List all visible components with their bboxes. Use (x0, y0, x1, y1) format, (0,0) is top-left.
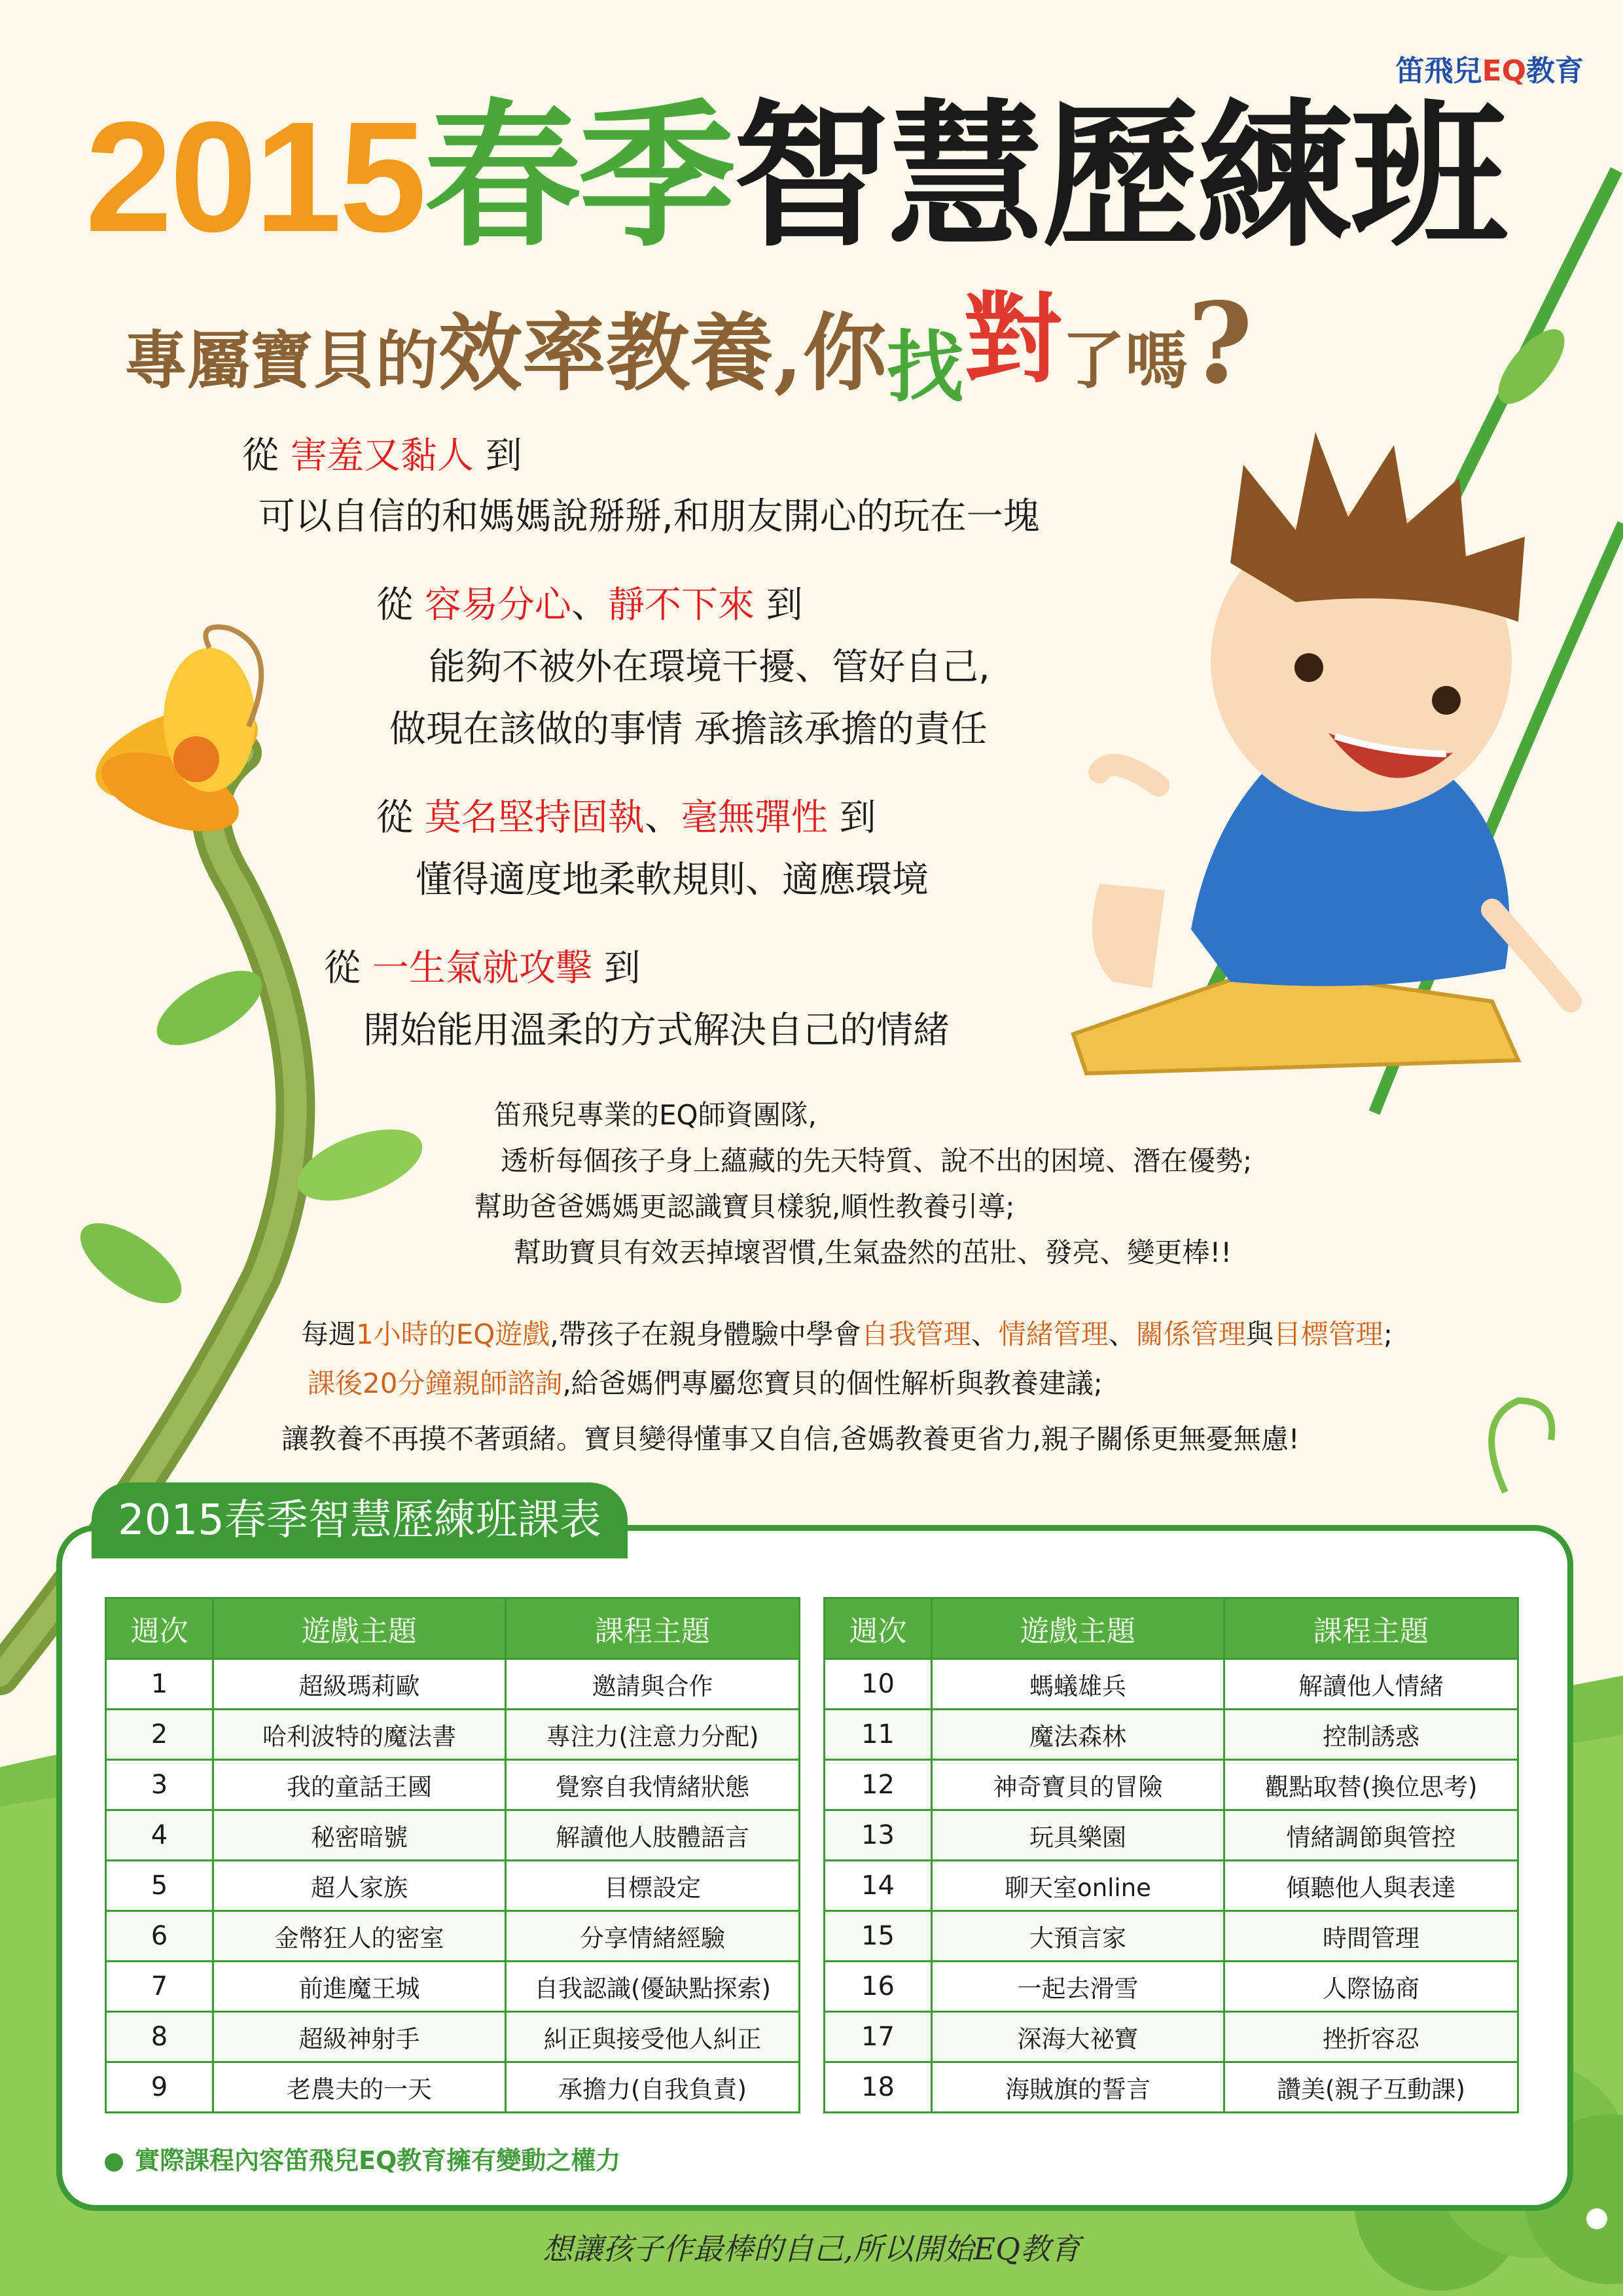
table-row (106, 1659, 800, 1710)
week-number: 14 (825, 1861, 932, 1911)
week-number: 13 (825, 1810, 932, 1861)
course-theme: 傾聽他人與表達 (1224, 1861, 1518, 1911)
game-theme: 哈利波特的魔法書 (213, 1710, 506, 1760)
table-row (825, 2062, 1518, 2113)
table-row (825, 1760, 1518, 1810)
text: 、 (971, 1318, 999, 1350)
subtitle-find: 找 (886, 321, 964, 412)
week-number: 4 (106, 1810, 213, 1861)
text: ; (1383, 1318, 1393, 1350)
to-word: 到 (603, 947, 641, 990)
page-title (85, 85, 1505, 268)
week-number: 17 (825, 2012, 932, 2062)
course-theme: 邀請與合作 (506, 1659, 800, 1710)
course-theme: 覺察自我情緒狀態 (506, 1760, 800, 1810)
point-2-goal: 做現在該做的事情 承擔該承擔的責任 (389, 708, 988, 751)
week-number: 8 (106, 2012, 213, 2062)
col-course: 課程主題 (506, 1598, 800, 1659)
team-line: 幫助爸爸媽媽更認識寶貝樣貌,順性教養引導; (474, 1191, 1015, 1223)
separator: 、 (644, 797, 681, 839)
col-game: 遊戲主題 (213, 1598, 506, 1659)
text: 每週 (301, 1318, 357, 1350)
highlight: 自我管理 (861, 1318, 971, 1350)
point-1-goal: 可以自信的和媽媽說掰掰,和朋友開心的玩在一塊 (259, 495, 1040, 538)
course-theme: 自我認識(優缺點探索) (506, 1962, 800, 2012)
course-theme: 情緒調節與管控 (1224, 1810, 1518, 1861)
week-number: 16 (825, 1962, 932, 2012)
game-theme: 我的童話王國 (213, 1760, 506, 1810)
problem-text: 一生氣就攻擊 (372, 947, 592, 990)
to-word: 到 (839, 797, 876, 839)
table-row (825, 1810, 1518, 1861)
course-theme: 解讀他人肢體語言 (506, 1810, 800, 1861)
game-theme: 金幣狂人的密室 (213, 1911, 506, 1962)
team-line: 笛飛兒專業的EQ師資團隊, (494, 1099, 817, 1131)
week-number: 12 (825, 1760, 932, 1810)
subtitle-right: 對 (963, 281, 1062, 397)
text: 與 (1245, 1318, 1274, 1350)
table-row (825, 2012, 1518, 2062)
game-theme: 超級神射手 (213, 2012, 506, 2062)
problem-text: 容易分心 (424, 584, 571, 626)
note-text: 實際課程內容笛飛兒EQ教育擁有變動之權力 (135, 2146, 621, 2175)
week-number: 6 (106, 1911, 213, 1962)
highlight: 關係管理 (1135, 1318, 1246, 1350)
subtitle (124, 278, 1253, 412)
game-theme: 海賊旗的誓言 (932, 2062, 1224, 2113)
point-4-goal: 開始能用溫柔的方式解決自己的情緒 (363, 1009, 950, 1052)
text: 、 (1108, 1318, 1136, 1350)
table-row (825, 1962, 1518, 2012)
table-row (106, 1810, 800, 1861)
week-number: 7 (106, 1962, 213, 2012)
game-theme: 老農夫的一天 (213, 2062, 506, 2113)
week-number: 1 (106, 1659, 213, 1710)
game-theme: 螞蟻雄兵 (932, 1659, 1224, 1710)
week-number: 18 (825, 2062, 932, 2113)
brand-logo (1396, 47, 1584, 89)
from-word: 從 (242, 435, 279, 477)
week-number: 3 (106, 1760, 213, 1810)
point-2-goal: 能夠不被外在環境干擾、管好自己, (429, 646, 990, 689)
question-mark: ? (1187, 278, 1253, 409)
highlight: 目標管理 (1273, 1318, 1383, 1350)
course-theme: 糾正與接受他人糾正 (506, 2012, 800, 2062)
text: ,帶孩子在親身體驗中學會 (550, 1318, 861, 1350)
weekly-line-2 (308, 1361, 1103, 1405)
to-word: 到 (485, 435, 522, 477)
point-2-heading (376, 583, 803, 628)
from-word: 從 (376, 797, 413, 839)
week-number: 11 (825, 1710, 932, 1760)
table-row (825, 1710, 1518, 1760)
table-row (106, 1911, 800, 1962)
course-theme: 分享情緒經驗 (506, 1911, 800, 1962)
schedule-table-left (105, 1597, 800, 2113)
highlight: 1小時的EQ遊戲 (356, 1318, 550, 1350)
game-theme: 玩具樂園 (932, 1810, 1224, 1861)
subtitle-part: 專屬寶貝的 (124, 323, 438, 397)
subtitle-emphasis: 效率教養 (438, 304, 774, 403)
game-theme: 前進魔王城 (213, 1962, 506, 2012)
game-theme: 一起去滑雪 (932, 1962, 1224, 2012)
game-theme: 超人家族 (213, 1861, 506, 1911)
brand-name: 笛飛兒 (1395, 54, 1482, 88)
game-theme: 秘密暗號 (213, 1810, 506, 1861)
game-theme: 聊天室online (932, 1861, 1224, 1911)
table-row (825, 1659, 1518, 1710)
to-word: 到 (766, 584, 803, 626)
week-number: 5 (106, 1861, 213, 1911)
from-word: 從 (376, 584, 413, 626)
separator: 、 (571, 584, 608, 626)
table-row (106, 1962, 800, 2012)
game-theme: 魔法森林 (932, 1710, 1224, 1760)
problem-text: 靜不下來 (607, 584, 755, 626)
week-number: 9 (106, 2062, 213, 2113)
point-1-heading (242, 433, 522, 479)
title-class-name: 智慧歷練班 (732, 85, 1505, 268)
brand-eq: EQ (1482, 54, 1526, 88)
point-3-goal: 懂得適度地柔軟規則、適應環境 (416, 859, 929, 901)
table-row (106, 2062, 800, 2113)
table-row (106, 1710, 800, 1760)
highlight: 課後20分鐘親師諮詢 (308, 1367, 563, 1399)
table-row (825, 1911, 1518, 1962)
bullet-icon (105, 2153, 123, 2172)
game-theme: 神奇寶貝的冒險 (932, 1760, 1224, 1810)
leaf (67, 1208, 194, 1319)
week-number: 10 (825, 1659, 932, 1710)
problem-text: 毫無彈性 (681, 797, 828, 839)
footer-slogan: 想讓孩子作最棒的自己,所以開始EQ教育 (543, 2231, 1080, 2267)
col-course: 課程主題 (1224, 1598, 1518, 1659)
table-row (106, 1760, 800, 1810)
week-number: 15 (825, 1911, 932, 1962)
game-theme: 大預言家 (932, 1911, 1224, 1962)
course-theme: 時間管理 (1224, 1911, 1518, 1962)
table-row (825, 1861, 1518, 1911)
brand-suffix: 教育 (1526, 54, 1584, 88)
week-number: 2 (106, 1710, 213, 1760)
course-theme: 承擔力(自我負責) (506, 2062, 800, 2113)
col-game: 遊戲主題 (932, 1598, 1224, 1659)
text: ,給爸媽們專屬您寶貝的個性解析與教養建議; (562, 1367, 1103, 1399)
problem-text: 害羞又黏人 (290, 435, 474, 477)
team-line: 透析每個孩子身上蘊藏的先天特質、說不出的困境、潛在優勢; (501, 1145, 1253, 1177)
col-week: 週次 (106, 1598, 213, 1659)
game-theme: 深海大祕寶 (932, 2012, 1224, 2062)
col-week: 週次 (825, 1598, 932, 1659)
problem-text: 莫名堅持固執 (424, 797, 645, 839)
schedule-title-tab: 2015春季智慧歷練班課表 (92, 1482, 628, 1558)
game-theme: 超級瑪莉歐 (213, 1659, 506, 1710)
table-row (106, 1861, 800, 1911)
course-theme: 觀點取替(換位思考) (1224, 1760, 1518, 1810)
point-3-heading (376, 795, 876, 841)
child-character (1092, 432, 1571, 1001)
schedule-table-right (823, 1597, 1519, 2113)
subtitle-part: ,你 (774, 304, 887, 403)
course-theme: 控制誘惑 (1224, 1710, 1518, 1760)
title-season: 春季 (423, 85, 733, 268)
weekly-line-1 (301, 1312, 1393, 1356)
course-theme: 人際協商 (1224, 1962, 1518, 2012)
course-theme: 專注力(注意力分配) (506, 1710, 800, 1760)
schedule-note (105, 2140, 620, 2176)
weekly-line-3: 讓教養不再摸不著頭緒。寶貝變得懂事又自信,爸媽教養更省力,親子關係更無憂無慮! (281, 1423, 1300, 1455)
course-theme: 讚美(親子互動課) (1224, 2062, 1518, 2113)
orange-flower (83, 648, 270, 848)
highlight: 情緒管理 (998, 1318, 1109, 1350)
title-year: 2015 (85, 89, 424, 264)
team-line: 幫助寶貝有效丟掉壞習慣,生氣盎然的茁壯、發亮、變更棒!! (514, 1236, 1232, 1268)
subtitle-part: 了嗎 (1061, 323, 1188, 397)
course-theme: 挫折容忍 (1224, 2012, 1518, 2062)
point-4-heading (324, 946, 641, 992)
course-theme: 解讀他人情緒 (1224, 1659, 1518, 1710)
table-row (106, 2012, 800, 2062)
course-theme: 目標設定 (506, 1861, 800, 1911)
from-word: 從 (324, 947, 361, 990)
